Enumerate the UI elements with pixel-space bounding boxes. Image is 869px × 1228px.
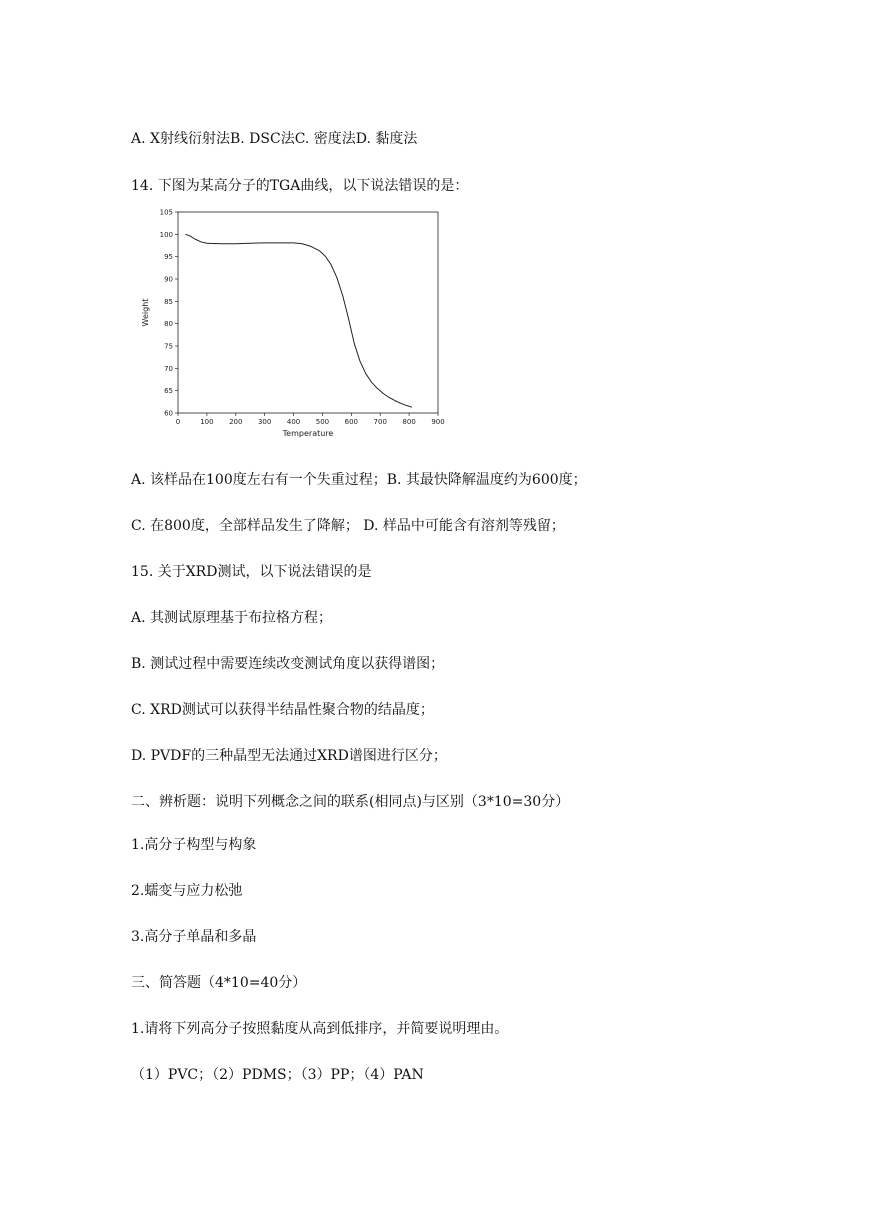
q15-option-d: D. PVDF的三种晶型无法通过XRD谱图进行区分； xyxy=(131,748,447,764)
q14-options-cd: C. 在800度，全部样品发生了降解； D. 样品中可能含有溶剂等残留； xyxy=(131,518,565,534)
s2-item-3: 3.高分子单晶和多晶 xyxy=(131,929,257,945)
y-tick-label: 95 xyxy=(164,253,173,262)
y-tick-label: 60 xyxy=(164,409,173,418)
q15-option-c: C. XRD测试可以获得半结晶性聚合物的结晶度； xyxy=(131,702,434,718)
section2-title: 二、辨析题：说明下列概念之间的联系(相同点)与区别（3*10=30分） xyxy=(131,794,570,810)
tga-chart xyxy=(130,204,450,442)
x-tick-label: 800 xyxy=(402,418,416,426)
y-tick-label: 80 xyxy=(164,320,173,329)
x-tick-label: 400 xyxy=(286,418,301,426)
q15-option-b: B. 测试过程中需要连续改变测试角度以获得谱图； xyxy=(131,656,445,672)
x-tick-label: 600 xyxy=(344,418,359,426)
q13-options: A. X射线衍射法B. DSC法C. 密度法D. 黏度法 xyxy=(131,131,418,147)
weight-curve xyxy=(185,234,412,407)
y-axis-label: Weight xyxy=(141,298,150,327)
y-tick-label: 100 xyxy=(159,230,173,239)
x-tick-label: 100 xyxy=(200,418,214,426)
s3-item-1: 1.请将下列高分子按照黏度从高到低排序，并简要说明理由。 xyxy=(131,1021,509,1037)
x-tick-label: 0 xyxy=(175,418,181,426)
s3-item-1-options: （1）PVC；（2）PDMS；（3）PP；（4）PAN xyxy=(131,1067,424,1083)
q14-title: 14. 下图为某高分子的TGA曲线，以下说法错误的是： xyxy=(131,178,469,194)
tga-chart-svg xyxy=(130,204,450,442)
s2-item-1: 1.高分子构型与构象 xyxy=(131,837,257,853)
q15-option-a: A. 其测试原理基于布拉格方程； xyxy=(131,610,333,626)
y-tick-label: 65 xyxy=(164,387,173,396)
y-tick-label: 75 xyxy=(164,342,173,351)
x-tick-label: 200 xyxy=(229,418,243,426)
x-tick-label: 700 xyxy=(373,418,387,426)
y-tick-label: 70 xyxy=(164,364,173,373)
q14-options-ab: A. 该样品在100度左右有一个失重过程；B. 其最快降解温度约为600度； xyxy=(131,472,587,488)
x-tick-label: 900 xyxy=(431,418,445,426)
s2-item-2: 2.蠕变与应力松弛 xyxy=(131,883,243,899)
x-tick-label: 500 xyxy=(315,418,330,426)
x-axis-label: Temperature xyxy=(282,429,334,438)
section3-title: 三、简答题（4*10=40分） xyxy=(131,975,307,991)
y-tick-label: 105 xyxy=(159,208,173,217)
q15-title: 15. 关于XRD测试，以下说法错误的是 xyxy=(131,564,372,580)
y-tick-label: 90 xyxy=(164,275,173,284)
plot-frame xyxy=(178,212,438,413)
y-tick-label: 85 xyxy=(164,297,173,306)
x-tick-label: 300 xyxy=(257,418,272,426)
